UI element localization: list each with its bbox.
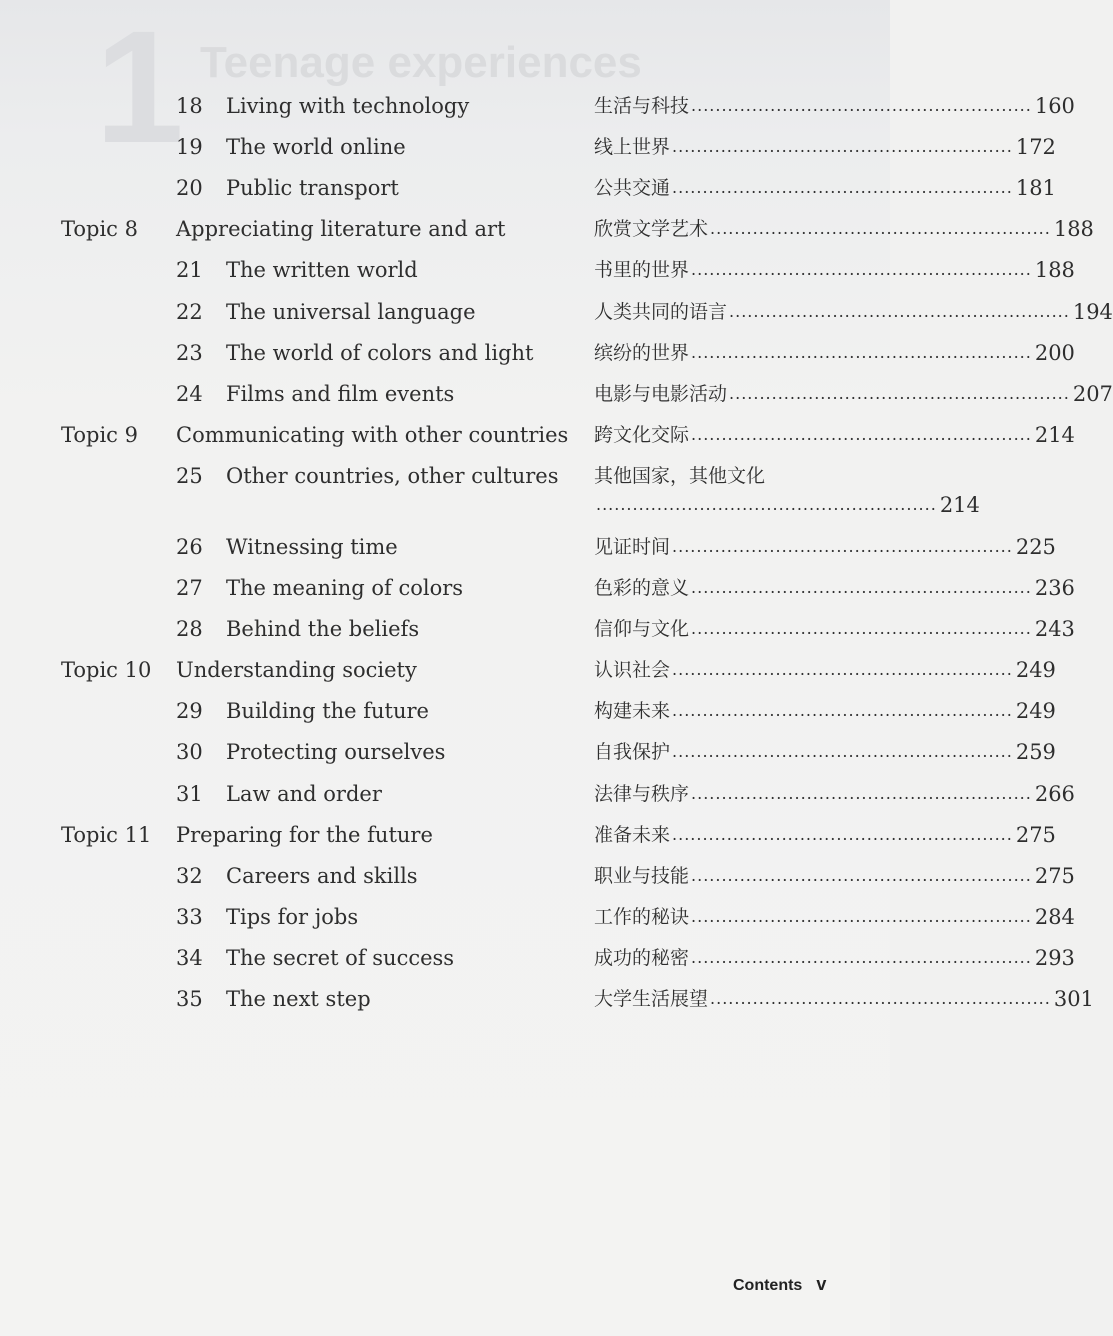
- page-number: 214: [939, 492, 980, 517]
- dot-leader: ........................................................: [672, 824, 1013, 844]
- toc-unit-row: [0, 856, 1075, 896]
- chinese-title: 法律与秩序: [594, 782, 690, 805]
- chinese-entry: [594, 732, 1056, 772]
- chinese-title: 公共交通: [594, 177, 671, 200]
- dot-leader: ........................................................: [691, 342, 1032, 362]
- dot-leader: ........................................................: [691, 947, 1032, 967]
- page-number: 259: [1015, 740, 1056, 765]
- chinese-entry: [594, 333, 1075, 373]
- dot-leader: ........................................................: [672, 137, 1013, 157]
- chinese-entry: [594, 938, 1075, 978]
- page-number: 249: [1015, 658, 1056, 683]
- unit-number: 21: [176, 258, 203, 283]
- unit-title: Behind the beliefs: [226, 617, 420, 642]
- chinese-entry: [594, 897, 1075, 937]
- footer-label: Contents: [733, 1277, 803, 1294]
- page-number: 301: [1053, 987, 1094, 1011]
- topic-title: Communicating with other countries: [176, 422, 569, 447]
- dot-leader: ........................................................: [691, 783, 1032, 803]
- page-number: 214: [1034, 422, 1075, 447]
- page-number: 207: [1072, 381, 1113, 406]
- unit-title: The secret of success: [226, 945, 455, 970]
- dot-leader: ........................................................: [691, 578, 1032, 597]
- page-number: 188: [1034, 258, 1075, 283]
- toc-unit-row: [0, 527, 1056, 567]
- toc-unit-row: [0, 168, 1056, 208]
- chinese-entry: [594, 250, 1075, 290]
- chinese-entry: [594, 127, 1056, 167]
- chinese-entry: [594, 86, 1075, 126]
- unit-number: 32: [176, 863, 203, 888]
- toc-continuation-row: [0, 485, 980, 525]
- unit-title: Living with technology: [226, 94, 470, 118]
- unit-title: Protecting ourselves: [226, 740, 446, 765]
- unit-number: 23: [176, 340, 203, 365]
- toc-unit-row: [0, 127, 1056, 167]
- unit-number: 27: [176, 576, 203, 600]
- unit-number: 28: [176, 617, 203, 642]
- chinese-title: 自我保护: [594, 741, 671, 764]
- chinese-title: 色彩的意义: [594, 577, 690, 599]
- unit-number: 35: [176, 987, 203, 1011]
- unit-number: 33: [176, 904, 203, 929]
- page-number: 266: [1034, 781, 1075, 806]
- page-number: 172: [1015, 135, 1056, 160]
- unit-title: The written world: [226, 258, 418, 283]
- unit-title: The world of colors and light: [226, 340, 534, 365]
- page-number: 284: [1034, 904, 1075, 929]
- footer-page-number: v: [816, 1274, 827, 1294]
- unit-title: The universal language: [226, 299, 476, 324]
- toc-unit-row: [0, 374, 1113, 414]
- toc-topic-row: [0, 209, 1094, 249]
- toc-topic-row: [0, 415, 1075, 455]
- dot-leader: ........................................................: [672, 742, 1013, 762]
- page-number: 243: [1034, 617, 1075, 642]
- show-through-unit-number: 1: [95, 0, 184, 176]
- unit-number: 30: [176, 740, 203, 765]
- topic-label: Topic 11: [61, 822, 152, 847]
- page-number: 236: [1034, 576, 1075, 600]
- topic-title: Appreciating literature and art: [176, 217, 506, 242]
- toc-unit-row: [0, 250, 1075, 290]
- unit-number: 20: [176, 176, 203, 201]
- unit-number: 25: [176, 463, 203, 488]
- chinese-title: 缤纷的世界: [594, 341, 690, 364]
- chinese-title: 人类共同的语言: [594, 300, 728, 323]
- page-number: 181: [1015, 176, 1056, 201]
- unit-title: The meaning of colors: [226, 576, 464, 600]
- chinese-title: 线上世界: [594, 136, 671, 159]
- dot-leader: ........................................................: [672, 660, 1013, 680]
- chinese-title: 构建未来: [594, 700, 671, 723]
- chinese-entry: [594, 691, 1056, 731]
- page-number: 249: [1015, 699, 1056, 724]
- chinese-title: 职业与技能: [594, 864, 690, 887]
- chinese-entry: [594, 609, 1075, 649]
- toc-unit-row: [0, 938, 1075, 978]
- dot-leader: ........................................................: [691, 424, 1032, 444]
- unit-title: Building the future: [226, 699, 429, 724]
- unit-number: 26: [176, 534, 203, 559]
- dot-leader: ........................................................: [672, 178, 1013, 198]
- page-number: 275: [1015, 822, 1056, 847]
- chinese-entry: [594, 774, 1075, 814]
- show-through-title: Teenage experiences: [200, 38, 642, 87]
- page-number: 293: [1034, 945, 1075, 970]
- chinese-entry: [594, 979, 1094, 1019]
- unit-title: Witnessing time: [226, 534, 398, 559]
- dot-leader: ........................................................: [672, 701, 1013, 721]
- toc-unit-row: [0, 774, 1075, 814]
- toc-unit-row: [0, 897, 1075, 937]
- page-number: 194: [1072, 299, 1113, 324]
- dot-leader: ........................................................: [729, 301, 1070, 321]
- chinese-entry: [594, 527, 1056, 567]
- dot-leader: ........................................................: [596, 494, 937, 514]
- unit-title: Tips for jobs: [226, 904, 359, 929]
- unit-number: 19: [176, 135, 203, 160]
- unit-title: Other countries, other cultures: [226, 463, 559, 488]
- dot-leader: ........................................................: [729, 383, 1070, 403]
- toc-topic-row: [0, 815, 1056, 855]
- unit-title: Public transport: [226, 176, 399, 201]
- unit-title: The world online: [226, 135, 406, 160]
- toc-unit-row: [0, 732, 1056, 772]
- chinese-entry: [594, 292, 1113, 332]
- chinese-entry: [594, 415, 1075, 455]
- topic-title: Understanding society: [176, 658, 417, 683]
- chinese-title: 电影与电影活动: [594, 382, 728, 405]
- chinese-entry: [594, 168, 1056, 208]
- toc-unit-row: [0, 609, 1075, 649]
- toc-unit-row: [0, 979, 1094, 1019]
- chinese-title: 信仰与文化: [594, 618, 690, 641]
- page-number: 160: [1034, 94, 1075, 118]
- dot-leader: ........................................................: [710, 989, 1051, 1008]
- chinese-entry: [594, 815, 1056, 855]
- unit-title: Careers and skills: [226, 863, 418, 888]
- page-number: 225: [1015, 534, 1056, 559]
- unit-number: 34: [176, 945, 203, 970]
- unit-number: 18: [176, 94, 203, 118]
- chinese-title: 欣赏文学艺术: [594, 218, 709, 241]
- topic-label: Topic 10: [61, 658, 152, 683]
- dot-leader: ........................................................: [691, 865, 1032, 885]
- chinese-entry-continued: [594, 485, 980, 525]
- page-number: 188: [1053, 217, 1094, 242]
- topic-title: Preparing for the future: [176, 822, 433, 847]
- unit-title: The next step: [226, 987, 371, 1011]
- chinese-title: 认识社会: [594, 659, 671, 682]
- chinese-title: 见证时间: [594, 535, 671, 558]
- unit-number: 22: [176, 299, 203, 324]
- toc-unit-row: [0, 86, 1075, 126]
- chinese-title: 跨文化交际: [594, 423, 690, 446]
- toc-unit-row: [0, 691, 1056, 731]
- dot-leader: ........................................................: [691, 260, 1032, 280]
- unit-number: 29: [176, 699, 203, 724]
- dot-leader: ........................................................: [672, 536, 1013, 556]
- chinese-title: 其他国家，其他文化: [594, 464, 766, 487]
- topic-label: Topic 9: [61, 422, 138, 447]
- chinese-title: 大学生活展望: [594, 988, 709, 1010]
- page-footer: [733, 1274, 826, 1295]
- chinese-title: 书里的世界: [594, 259, 690, 282]
- page-number: 275: [1034, 863, 1075, 888]
- dot-leader: ........................................................: [691, 906, 1032, 926]
- chinese-entry: [594, 568, 1075, 608]
- chinese-entry: [594, 856, 1075, 896]
- topic-label: Topic 8: [61, 217, 138, 242]
- chinese-entry: [594, 374, 1113, 414]
- toc-unit-row: [0, 568, 1075, 608]
- toc-topic-row: [0, 650, 1056, 690]
- unit-title: Law and order: [226, 781, 382, 806]
- page-number: 200: [1034, 340, 1075, 365]
- dot-leader: ........................................................: [691, 619, 1032, 639]
- unit-number: 24: [176, 381, 203, 406]
- chinese-title: 准备未来: [594, 823, 671, 846]
- chinese-title: 成功的秘密: [594, 946, 690, 969]
- unit-title: Films and film events: [226, 381, 455, 406]
- dot-leader: ........................................................: [710, 219, 1051, 239]
- chinese-entry: [594, 650, 1056, 690]
- dot-leader: ........................................................: [691, 96, 1032, 115]
- toc-unit-row: [0, 333, 1075, 373]
- chinese-entry: [594, 209, 1094, 249]
- unit-number: 31: [176, 781, 203, 806]
- chinese-title: 工作的秘诀: [594, 905, 690, 928]
- chinese-title: 生活与科技: [594, 95, 690, 117]
- toc-unit-row: [0, 292, 1113, 332]
